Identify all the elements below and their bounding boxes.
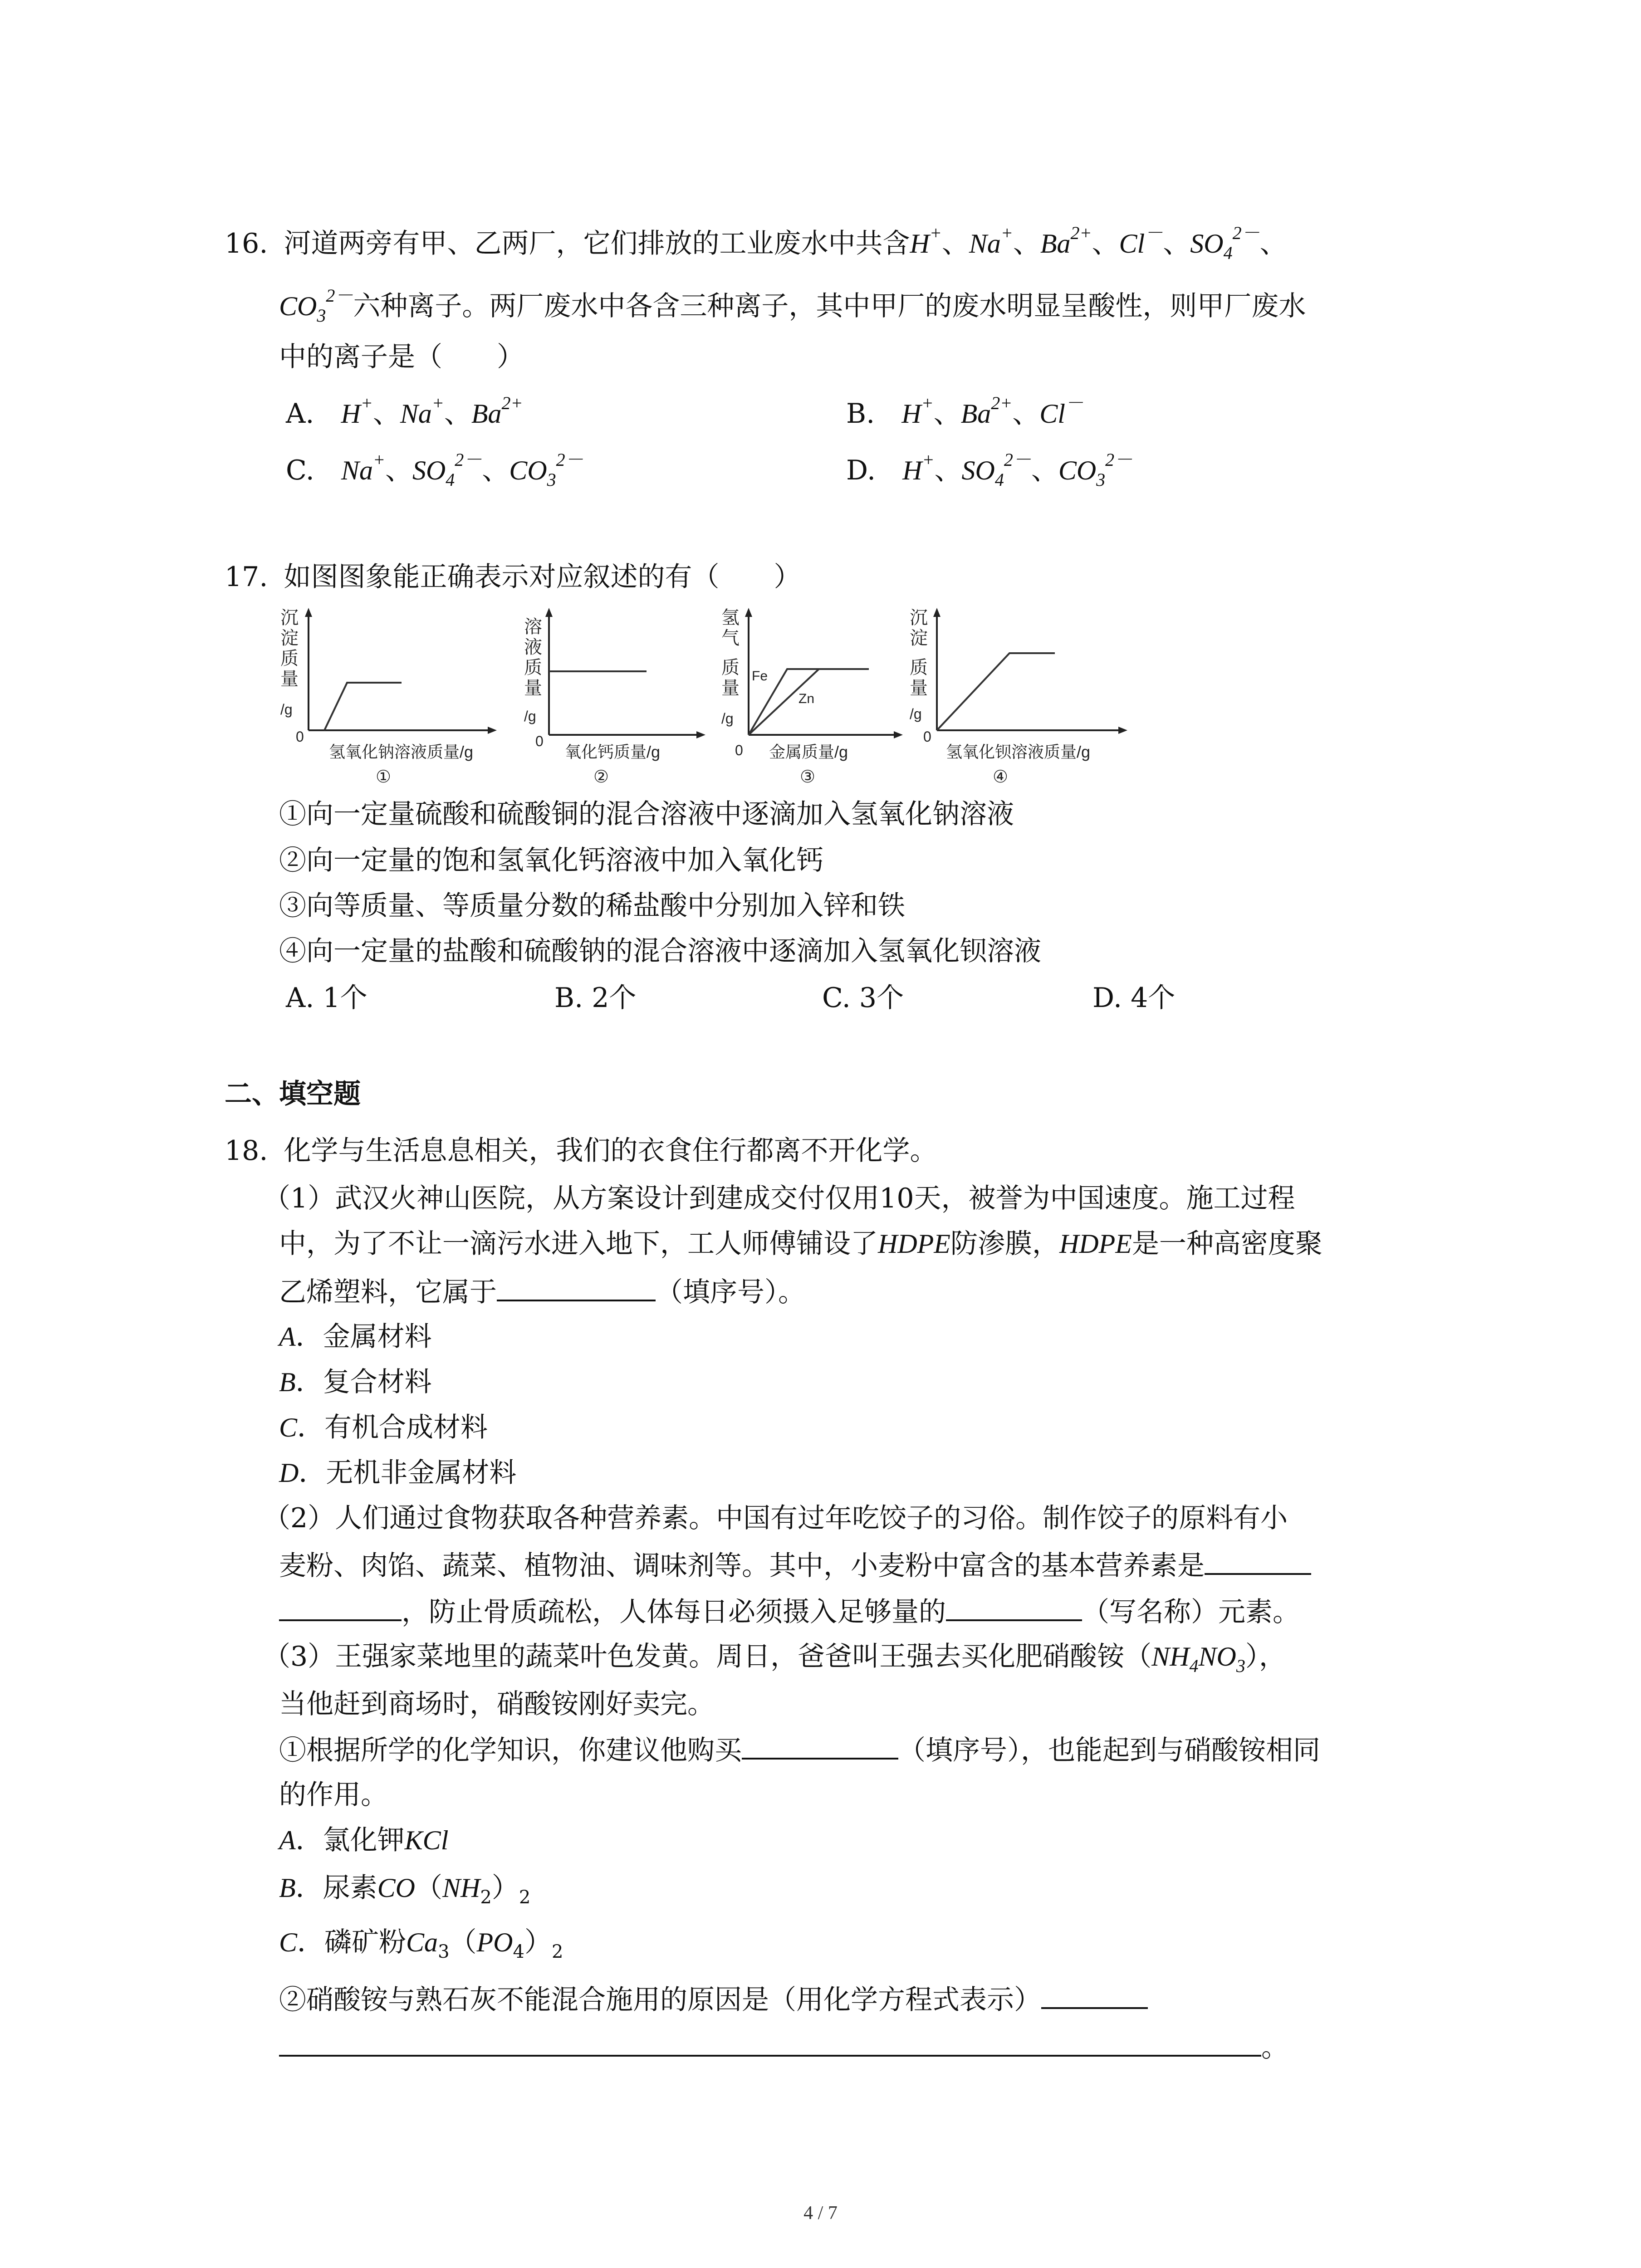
q18-p1-line-3: 乙烯塑料，它属于 （填序号）。 bbox=[279, 1272, 805, 1311]
graph-4-ylabel-char: 质 bbox=[910, 658, 928, 678]
graph-3-id: ③ bbox=[800, 767, 816, 787]
graph-2-xlabel: 氧化钙质量/g bbox=[565, 743, 661, 761]
q18-p1-option-c[interactable]: C．有机合成材料 bbox=[279, 1412, 488, 1443]
answer-blank-1[interactable] bbox=[497, 1272, 656, 1301]
q18-p3-option-c[interactable]: C．磷矿粉$Ca_3(PO_4)_2$ bbox=[279, 1926, 563, 1962]
graph-2-ylabel-unit: /g bbox=[524, 708, 536, 724]
graph-2-id: ② bbox=[593, 767, 609, 787]
graph-2-ylabel-char: 液 bbox=[524, 637, 542, 657]
q18-p1-option-d[interactable]: D．无机非金属材料 bbox=[279, 1457, 517, 1489]
graph-3-origin: 0 bbox=[735, 742, 743, 758]
ion-co3: $CO_3^{2-}$ bbox=[279, 285, 353, 326]
graph-3-ylabel-char: 氢 bbox=[721, 608, 740, 628]
q17-line-1 bbox=[225, 558, 801, 596]
graph-1-ylabel-unit: /g bbox=[280, 701, 293, 718]
graph-4-ylabel-char: 淀 bbox=[910, 628, 928, 648]
answer-blank-2a[interactable] bbox=[1205, 1546, 1311, 1575]
graph-1-ylabel-char: 沉 bbox=[280, 608, 299, 628]
q18-stem: 化学与生活息息相关，我们的衣食住行都离不开化学。 bbox=[284, 1135, 937, 1167]
answer-blank-5b[interactable] bbox=[279, 2028, 1261, 2057]
graph-1-ylabel-char: 量 bbox=[280, 669, 299, 689]
page-number: 4 / 7 bbox=[803, 2203, 838, 2224]
q18-p2-line-3: ，防止骨质疏松，人体每日必须摄入足够量的 （写名称）元素。 bbox=[279, 1592, 1300, 1631]
q18-p1-option-a[interactable]: A．金属材料 bbox=[279, 1321, 432, 1353]
q18-p3-q1-line-1: ①根据所学的化学知识，你建议他购买 （填序号），也能起到与硝酸铵相同 bbox=[279, 1730, 1320, 1769]
graph-4 bbox=[903, 601, 1139, 801]
q16-option-d[interactable]: D. H+、$SO_4^{2-}$、$CO_3^{2-}$ bbox=[846, 450, 1133, 490]
q16-option-a[interactable]: A. H+、Na+、$Ba^{2+}$ bbox=[286, 393, 523, 430]
q16-line-2 bbox=[279, 287, 1306, 325]
answer-blank-5a[interactable] bbox=[1041, 1980, 1148, 2009]
q17-statement-2: ②向一定量的饱和氢氧化钙溶液中加入氧化钙 bbox=[279, 845, 823, 876]
graph-3-ylabel-char: 质 bbox=[721, 658, 740, 678]
q18-p2-line-1: （2）人们通过食物获取各种营养素。中国有过年吃饺子的习俗。制作饺子的原料有小 bbox=[263, 1502, 1288, 1534]
section-heading: 二、填空题 bbox=[225, 1078, 361, 1110]
graph-1-id: ① bbox=[376, 767, 392, 787]
q17-stem: 如图图象能正确表示对应叙述的有（ ） bbox=[284, 561, 801, 593]
q18-p3-line-1: （3）王强家菜地里的蔬菜叶色发黄。周日，爸爸叫王强去买化肥硝酸铵$(NH_4NO_3)$， bbox=[263, 1641, 1286, 1676]
graph-2-ylabel-char: 量 bbox=[524, 678, 542, 698]
q16-line-1 bbox=[225, 225, 1287, 263]
q17-option-d[interactable]: D. 4个 bbox=[1092, 982, 1176, 1014]
graph-4-id: ④ bbox=[993, 767, 1009, 787]
graph-4-xlabel: 氢氧化钡溶液质量/g bbox=[946, 743, 1091, 761]
graph-1-ylabel-char: 淀 bbox=[280, 628, 299, 648]
graph-2-ylabel-char: 溶 bbox=[524, 617, 542, 637]
answer-blank-4[interactable] bbox=[742, 1730, 898, 1760]
graph-3-zn-label: Zn bbox=[798, 691, 815, 706]
graph-1-xlabel: 氢氧化钠溶液质量/g bbox=[329, 743, 474, 761]
graph-2 bbox=[517, 601, 717, 801]
q17-option-b[interactable]: B. 2个 bbox=[554, 982, 637, 1014]
q16-option-c[interactable]: C. Na+、$SO_4^{2-}$、$CO_3^{2-}$ bbox=[286, 450, 583, 490]
q16-stem-2: 六种离子。两厂废水中各含三种离子，其中甲厂的废水明显呈酸性，则甲厂废水 bbox=[353, 290, 1306, 322]
q18-line-1 bbox=[225, 1132, 937, 1170]
q16-number: 16. bbox=[225, 228, 268, 259]
graph-4-ylabel-unit: /g bbox=[910, 706, 922, 722]
q17-number: 17. bbox=[225, 561, 268, 593]
q17-statement-4: ④向一定量的盐酸和硫酸钠的混合溶液中逐滴加入氢氧化钡溶液 bbox=[279, 935, 1041, 967]
q17-statement-3: ③向等质量、等质量分数的稀盐酸中分别加入锌和铁 bbox=[279, 890, 905, 922]
graph-2-ylabel-char: 质 bbox=[524, 658, 542, 678]
q17-option-a[interactable]: A. 1个 bbox=[286, 982, 367, 1014]
graph-1-origin: 0 bbox=[296, 728, 304, 745]
q16-option-b[interactable]: B. H+、$Ba^{2+}$、Cl－ bbox=[846, 393, 1083, 430]
graph-4-ylabel-char: 沉 bbox=[910, 608, 928, 628]
answer-blank-3[interactable] bbox=[946, 1592, 1082, 1621]
ion-list-1: H+、Na+、$Ba^{2+}$、Cl－、$SO_4^{2-}$、 bbox=[910, 223, 1287, 263]
graph-2-origin: 0 bbox=[535, 733, 544, 749]
graph-4-origin: 0 bbox=[923, 728, 931, 745]
q17-statement-1: ①向一定量硫酸和硫酸铜的混合溶液中逐滴加入氢氧化钠溶液 bbox=[279, 798, 1014, 830]
graph-1 bbox=[272, 601, 508, 801]
answer-blank-2b[interactable] bbox=[279, 1592, 402, 1621]
graph-3 bbox=[715, 601, 914, 801]
q18-number: 18. bbox=[225, 1135, 268, 1167]
graph-3-ylabel-char: 量 bbox=[721, 678, 740, 698]
q18-p3-q1-line-2: 的作用。 bbox=[279, 1779, 388, 1811]
q18-p3-line-2: 当他赶到商场时，硝酸铵刚好卖完。 bbox=[279, 1688, 715, 1720]
q16-stem-1: 河道两旁有甲、乙两厂，它们排放的工业废水中共含 bbox=[284, 228, 910, 259]
q16-line-3: 中的离子是（ ） bbox=[279, 341, 524, 373]
q18-p1-option-b[interactable]: B．复合材料 bbox=[279, 1366, 432, 1398]
graph-3-xlabel: 金属质量/g bbox=[769, 743, 848, 761]
graph-3-ylabel-char: 气 bbox=[721, 628, 740, 648]
q18-p3-q2-line-2: 。 bbox=[279, 2028, 1288, 2067]
q18-p3-q2-line-1: ②硝酸铵与熟石灰不能混合施用的原因是（用化学方程式表示） bbox=[279, 1980, 1148, 2019]
q17-option-c[interactable]: C. 3个 bbox=[822, 982, 904, 1014]
graph-1-ylabel-char: 质 bbox=[280, 649, 299, 669]
q18-p1-line-1: （1）武汉火神山医院，从方案设计到建成交付仅用10天，被誉为中国速度。施工过程 bbox=[263, 1183, 1295, 1214]
graph-4-ylabel-char: 量 bbox=[910, 678, 928, 698]
graph-3-ylabel-unit: /g bbox=[721, 710, 734, 727]
q18-p3-option-b[interactable]: B．尿素$CO(NH_2)_2$ bbox=[279, 1872, 531, 1908]
q18-p2-line-2: 麦粉、肉馅、蔬菜、植物油、调味剂等。其中，小麦粉中富含的基本营养素是 bbox=[279, 1546, 1311, 1585]
q18-p1-line-2: 中，为了不让一滴污水进入地下，工人师傅铺设了HDPE防渗膜，HDPE是一种高密度聚 bbox=[279, 1228, 1323, 1260]
graph-3-fe-label: Fe bbox=[752, 669, 768, 684]
q18-p3-option-a[interactable]: A．氯化钾KCl bbox=[279, 1824, 449, 1856]
